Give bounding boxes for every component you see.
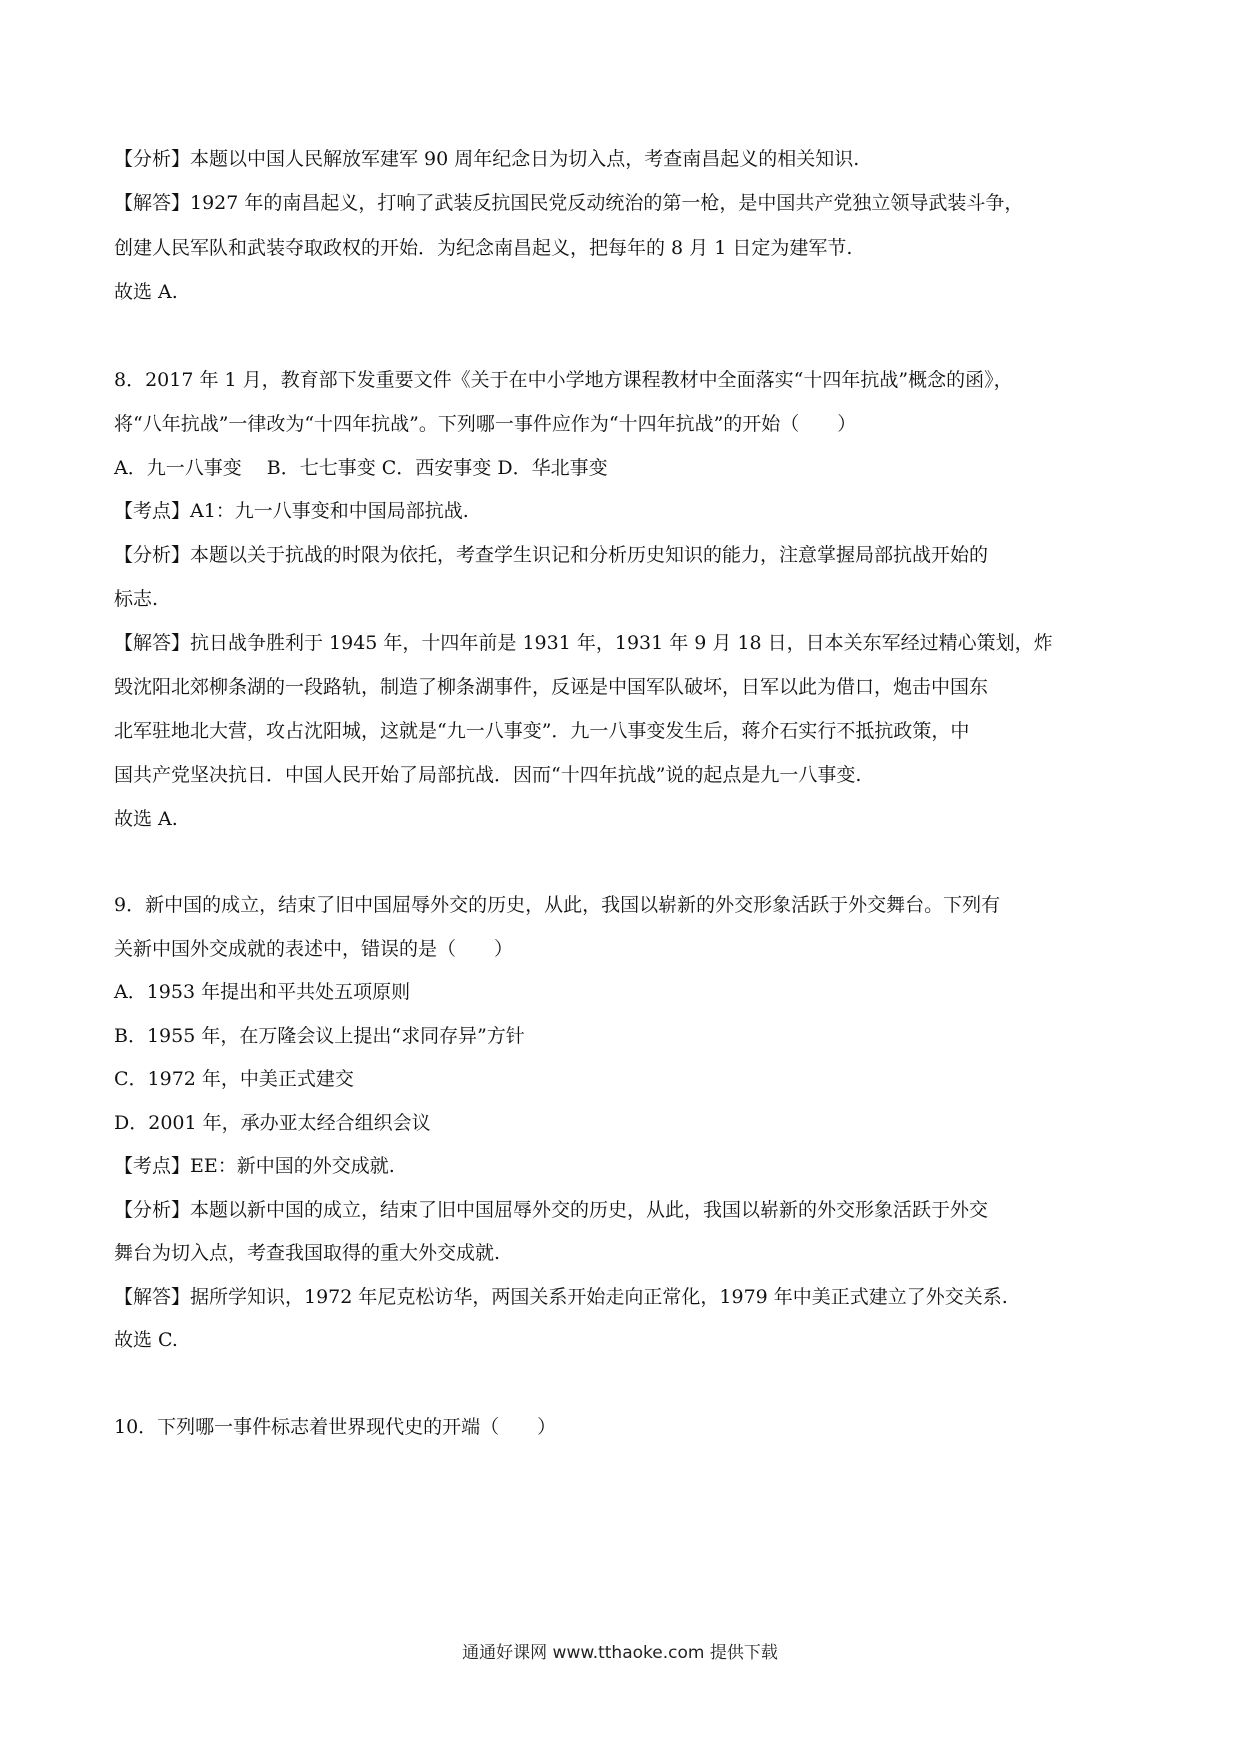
q9-point: 【考点】EE：新中国的外交成就.: [114, 1155, 395, 1177]
q8-options: A．九一八事变 B．七七事变 C．西安事变 D．华北事变: [114, 457, 608, 479]
q7-choice: 故选 A.: [114, 281, 178, 303]
q7-answer-line: 创建人民军队和武装夺取政权的开始．为纪念南昌起义，把每年的 8 月 1 日定为建军节.: [114, 237, 853, 259]
q8-stem-line: 将“八年抗战”一律改为“十四年抗战”。下列哪一事件应作为“十四年抗战”的开始（ ）: [114, 413, 857, 435]
q8-choice: 故选 A.: [114, 808, 178, 830]
q9-analysis-line: 【分析】本题以新中国的成立，结束了旧中国屈辱外交的历史，从此，我国以崭新的外交形象活跃于外交: [114, 1199, 989, 1221]
q9-analysis-line: 舞台为切入点，考查我国取得的重大外交成就.: [114, 1242, 501, 1264]
q8-answer-line: 毁沈阳北郊柳条湖的一段路轨，制造了柳条湖事件，反诬是中国军队破坏，日军以此为借口，炮击中国东: [114, 676, 989, 698]
q8-stem-line: 8．2017 年 1 月，教育部下发重要文件《关于在中小学地方课程教材中全面落实“十四年抗战”概念的函》，: [114, 369, 1013, 391]
q9-stem-line: 关新中国外交成就的表述中，错误的是（ ）: [114, 938, 514, 960]
q8-answer-line: 北军驻地北大营，攻占沈阳城，这就是“九一八事变”．九一八事变发生后，蒋介石实行不抵抗政策，中: [114, 720, 970, 742]
q8-answer-line: 【解答】抗日战争胜利于 1945 年，十四年前是 1931 年，1931 年 9 月 18 日，日本关东军经过精心策划，炸: [114, 632, 1053, 654]
q8-analysis-line: 标志.: [114, 588, 159, 610]
q9-choice: 故选 C.: [114, 1329, 178, 1351]
q8-answer-line: 国共产党坚决抗日．中国人民开始了局部抗战．因而“十四年抗战”说的起点是九一八事变.: [114, 764, 862, 786]
q9-option-a: A．1953 年提出和平共处五项原则: [114, 981, 411, 1003]
q9-answer-line: 【解答】据所学知识，1972 年尼克松访华，两国关系开始走向正常化，1979 年中美正式建立了外交关系.: [114, 1286, 1008, 1308]
q7-analysis: 【分析】本题以中国人民解放军建军 90 周年纪念日为切入点，考查南昌起义的相关知识.: [114, 148, 860, 170]
q9-option-c: C．1972 年，中美正式建交: [114, 1068, 354, 1090]
page-footer: 通通好课网 www.tthaoke.com 提供下载: [462, 1643, 778, 1663]
q10-stem-line: 10．下列哪一事件标志着世界现代史的开端（ ）: [114, 1416, 557, 1438]
q8-analysis-line: 【分析】本题以关于抗战的时限为依托，考查学生识记和分析历史知识的能力，注意掌握局部抗战开始的: [114, 544, 989, 566]
q9-stem-line: 9．新中国的成立，结束了旧中国屈辱外交的历史，从此，我国以崭新的外交形象活跃于外交舞台。下列有: [114, 894, 1001, 916]
q9-option-d: D．2001 年，承办亚太经合组织会议: [114, 1112, 431, 1134]
q7-answer-line: 【解答】1927 年的南昌起义，打响了武装反抗国民党反动统治的第一枪，是中国共产党独立领导武装斗争，: [114, 192, 1024, 214]
q9-option-b: B．1955 年，在万隆会议上提出“求同存异”方针: [114, 1025, 525, 1047]
q8-point: 【考点】A1：九一八事变和中国局部抗战.: [114, 500, 469, 522]
